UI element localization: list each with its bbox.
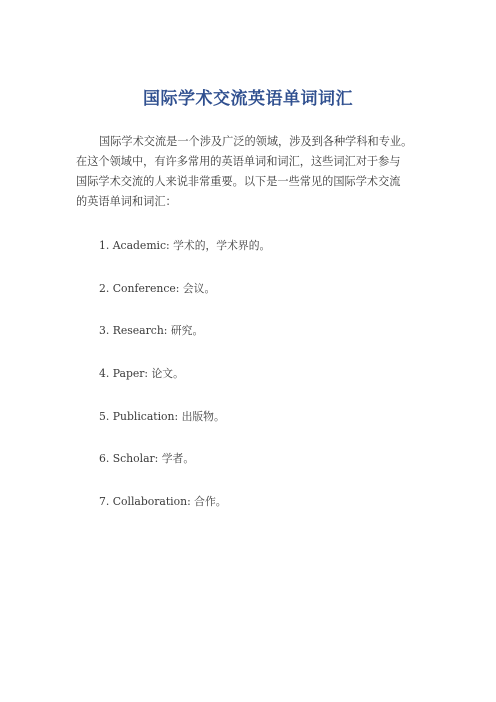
intro-paragraph bbox=[76, 132, 436, 212]
vocabulary-item: 6. Scholar: 学者。 bbox=[99, 452, 195, 466]
vocabulary-item: 5. Publication: 出版物。 bbox=[99, 409, 225, 423]
vocabulary-item: 7. Collaboration: 合作。 bbox=[99, 495, 227, 509]
vocabulary-item: 3. Research: 研究。 bbox=[99, 324, 204, 338]
intro-line: 国际学术交流是一个涉及广泛的领域，涉及到各种学科和专业。 bbox=[99, 135, 413, 148]
intro-line: 国际学术交流的人来说非常重要。以下是一些常见的国际学术交流 bbox=[76, 175, 401, 188]
vocabulary-item: 1. Academic: 学术的，学术界的。 bbox=[99, 239, 271, 252]
document-title: 国际学术交流英语单词词汇 bbox=[143, 89, 353, 109]
vocabulary-item: 2. Conference: 会议。 bbox=[99, 281, 216, 295]
intro-line: 在这个领域中，有许多常用的英语单词和词汇，这些词汇对于参与 bbox=[76, 155, 401, 168]
intro-line: 的英语单词和词汇： bbox=[76, 195, 177, 208]
vocabulary-item: 4. Paper: 论文。 bbox=[99, 367, 184, 381]
vocabulary-list bbox=[99, 238, 270, 537]
